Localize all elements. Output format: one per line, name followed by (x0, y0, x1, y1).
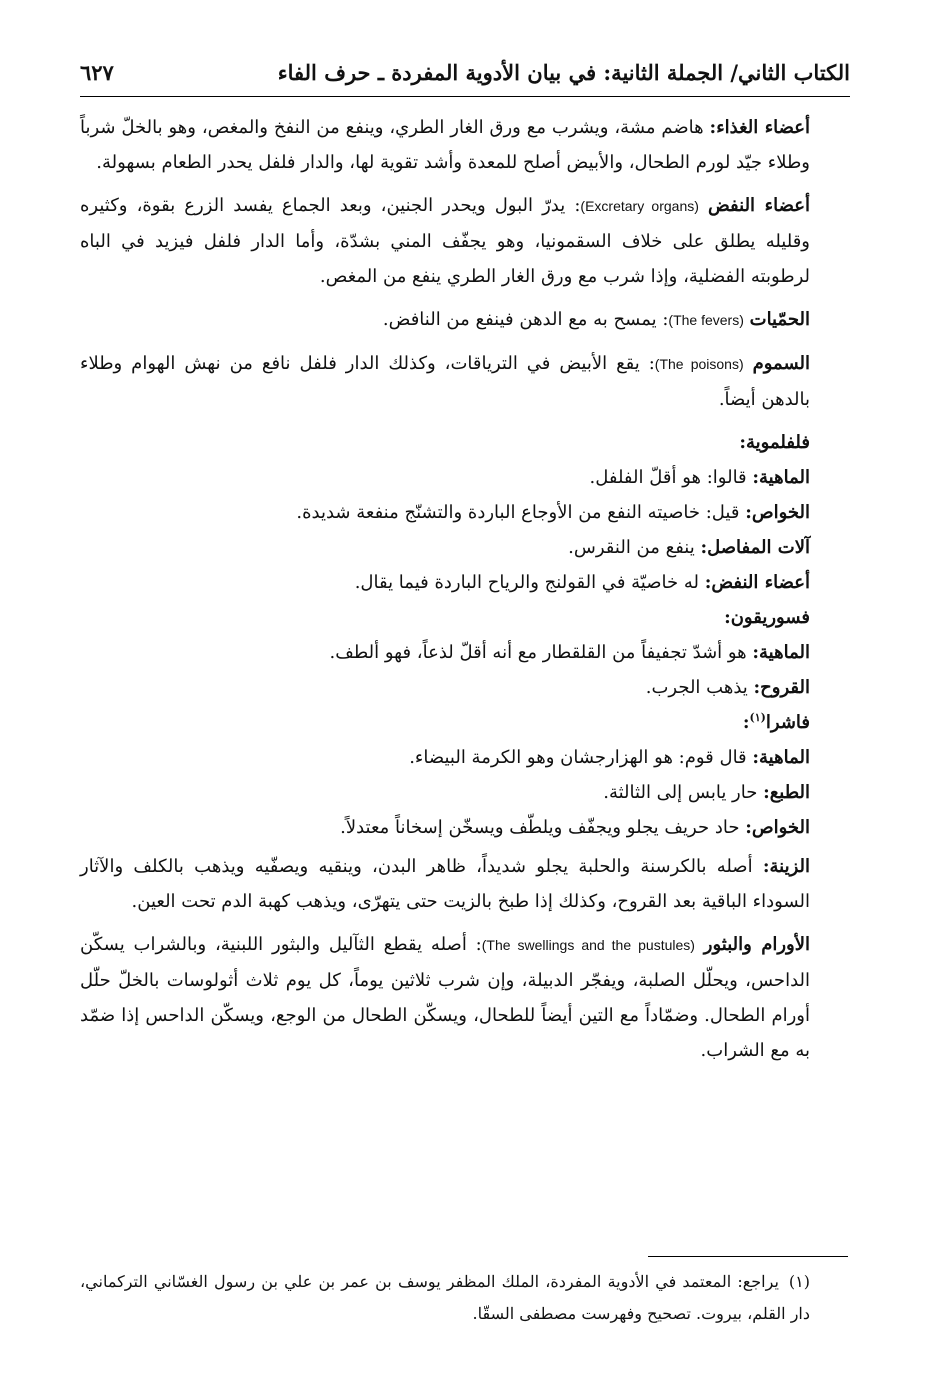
item-term: آلات المفاصل: (700, 537, 810, 558)
item-text: قيل: خاصيته النفع من الأوجاع الباردة والتشنّج منفعة شديدة. (296, 502, 746, 523)
item-text: حاد حريف يجلو ويجفّف ويلطّف ويسخّن إسخاناً معتدلاً. (340, 817, 746, 838)
entry-text: : يقع الأبيض في الترياقات، وكذلك الدار فلفل نافع من نهش الهوام وطلاء بالدهن أيضاً. (80, 353, 810, 410)
item-term: الخواص: (745, 502, 810, 523)
item-term: الطبع: (763, 782, 810, 803)
entry-term: الحمّيات (749, 309, 810, 330)
section-item (80, 670, 850, 705)
entry-term: أعضاء النفض (707, 195, 810, 216)
section-item (80, 530, 850, 565)
entry-english-gloss: (The poisons) (654, 356, 744, 372)
entry-poisons (80, 346, 850, 417)
entry-english-gloss: (Excretary organs) (580, 198, 699, 214)
item-term: الماهية: (752, 467, 810, 488)
section-item (80, 810, 850, 845)
section-item (80, 495, 850, 530)
item-term: القروح: (753, 677, 810, 698)
page-header (80, 52, 850, 92)
heading-text: فاشرا (765, 712, 810, 733)
section-item (80, 565, 850, 600)
entry-english-gloss: (The fevers) (668, 312, 744, 328)
page-number: ٦٢٧ (80, 59, 114, 85)
entry-text: أصله بالكرسنة والحلبة يجلو شديداً، ظاهر البدن، وينقيه ويصفّيه ويذهب بالكلف والآثار السوداء الباقية بعد القروح، وكذلك إذا طبخ بالزيت حتى يتهرّى، ويذهب كهبة الدم تحت العين. (80, 856, 810, 912)
item-text: حار يابس إلى الثالثة. (603, 782, 764, 803)
item-text: قالوا: هو أقلّ الفلفل. (589, 467, 753, 488)
entry-text: هاضم مشة، ويشرب مع ورق الغار الطري، وينفع من النفخ والمغص، وهو بالخلّ شرباً وطلاء جيّد لورم الطحال، والأبيض أصلح للمعدة وأشد تقوية لها، والدار فلفل يحدر الطعام بسهولة. (80, 117, 810, 173)
section-item (80, 740, 850, 775)
header-rule (80, 96, 850, 97)
section-heading: فسوريقون: (724, 607, 810, 628)
entry-term: الأورام والبثور (703, 934, 811, 955)
item-term: الخواص: (745, 817, 810, 838)
entry-text: : يمسح به مع الدهن فينفع من النافض. (382, 309, 669, 330)
page-body (80, 110, 850, 1076)
item-term: أعضاء النفض: (704, 572, 810, 593)
entry-adornment (80, 849, 850, 919)
footnote-mark: (١) (788, 1272, 810, 1291)
section-item (80, 460, 850, 495)
item-text: قال قوم: هو الهزارجشان وهو الكرمة البيضاء. (409, 747, 753, 768)
section-item (80, 775, 850, 810)
heading-colon: : (742, 712, 750, 733)
entry-text: : أصله يقطع الثآليل والبثور اللبنية، وبالشراب يسكّن الداحس، ويحلّل الصلبة، ويفجّر الدبيلة، وإن شرب ثلاثين يوماً، كل يوم ثلاث أثولوسات بالخلّ حلّل أورام الطحال. وضمّاداً مع التين أيضاً للطحال، ويسكّن الطحال من الوجع، ويسكّن الداحس إذا ضمّد به مع الشراب. (80, 934, 810, 1061)
section-item (80, 635, 850, 670)
section-heading (80, 705, 850, 740)
section-heading: فلفلموية: (739, 432, 810, 453)
entry-excretory-organs (80, 188, 850, 294)
entry-text: : يدرّ البول ويحدر الجنين، وبعد الجماع يفسد الزرع بقوة، وكثيره وقليله يطلق على خلاف السقمونيا، وهو يجفّف المني بشدّة، وأما الدار فلفل فيزيد في الباه لرطوبته الفضلية، وإذا شرب مع ورق الغار الطري ينفع من المغص. (80, 195, 810, 287)
running-title: الكتاب الثاني/ الجملة الثانية: في بيان الأدوية المفردة ـ حرف الفاء (277, 59, 850, 85)
item-text: له خاصيّة في القولنج والرياح الباردة فيما يقال. (354, 572, 705, 593)
footnotes (80, 1266, 850, 1338)
item-text: هو أشدّ تجفيفاً من القلقطار مع أنه أقلّ لذعاً، فهو ألطف. (329, 642, 753, 663)
entry-term: الزينة: (762, 856, 810, 877)
item-term: الماهية: (752, 642, 810, 663)
entry-fevers (80, 302, 850, 338)
item-text: ينفع من النقرس. (568, 537, 701, 558)
entry-swellings (80, 927, 850, 1068)
entry-nutrition-organs (80, 110, 850, 180)
footnote-reference: (١) (749, 711, 766, 724)
entry-english-gloss: (The swellings and the pustules) (481, 937, 695, 953)
footnote-1 (80, 1266, 850, 1330)
footnote-text: يراجع: المعتمد في الأدوية المفردة، الملك المظفر يوسف بن عمر بن علي بن رسول الغسّاني التركماني، دار القلم، بيروت. تصحيح وفهرست مصطفى السقّا. (80, 1272, 810, 1323)
entry-term: أعضاء الغذاء: (709, 117, 810, 138)
item-text: يذهب الجرب. (645, 677, 754, 698)
footnote-rule (648, 1256, 848, 1257)
item-term: الماهية: (752, 747, 810, 768)
entry-term: السموم (752, 353, 810, 374)
